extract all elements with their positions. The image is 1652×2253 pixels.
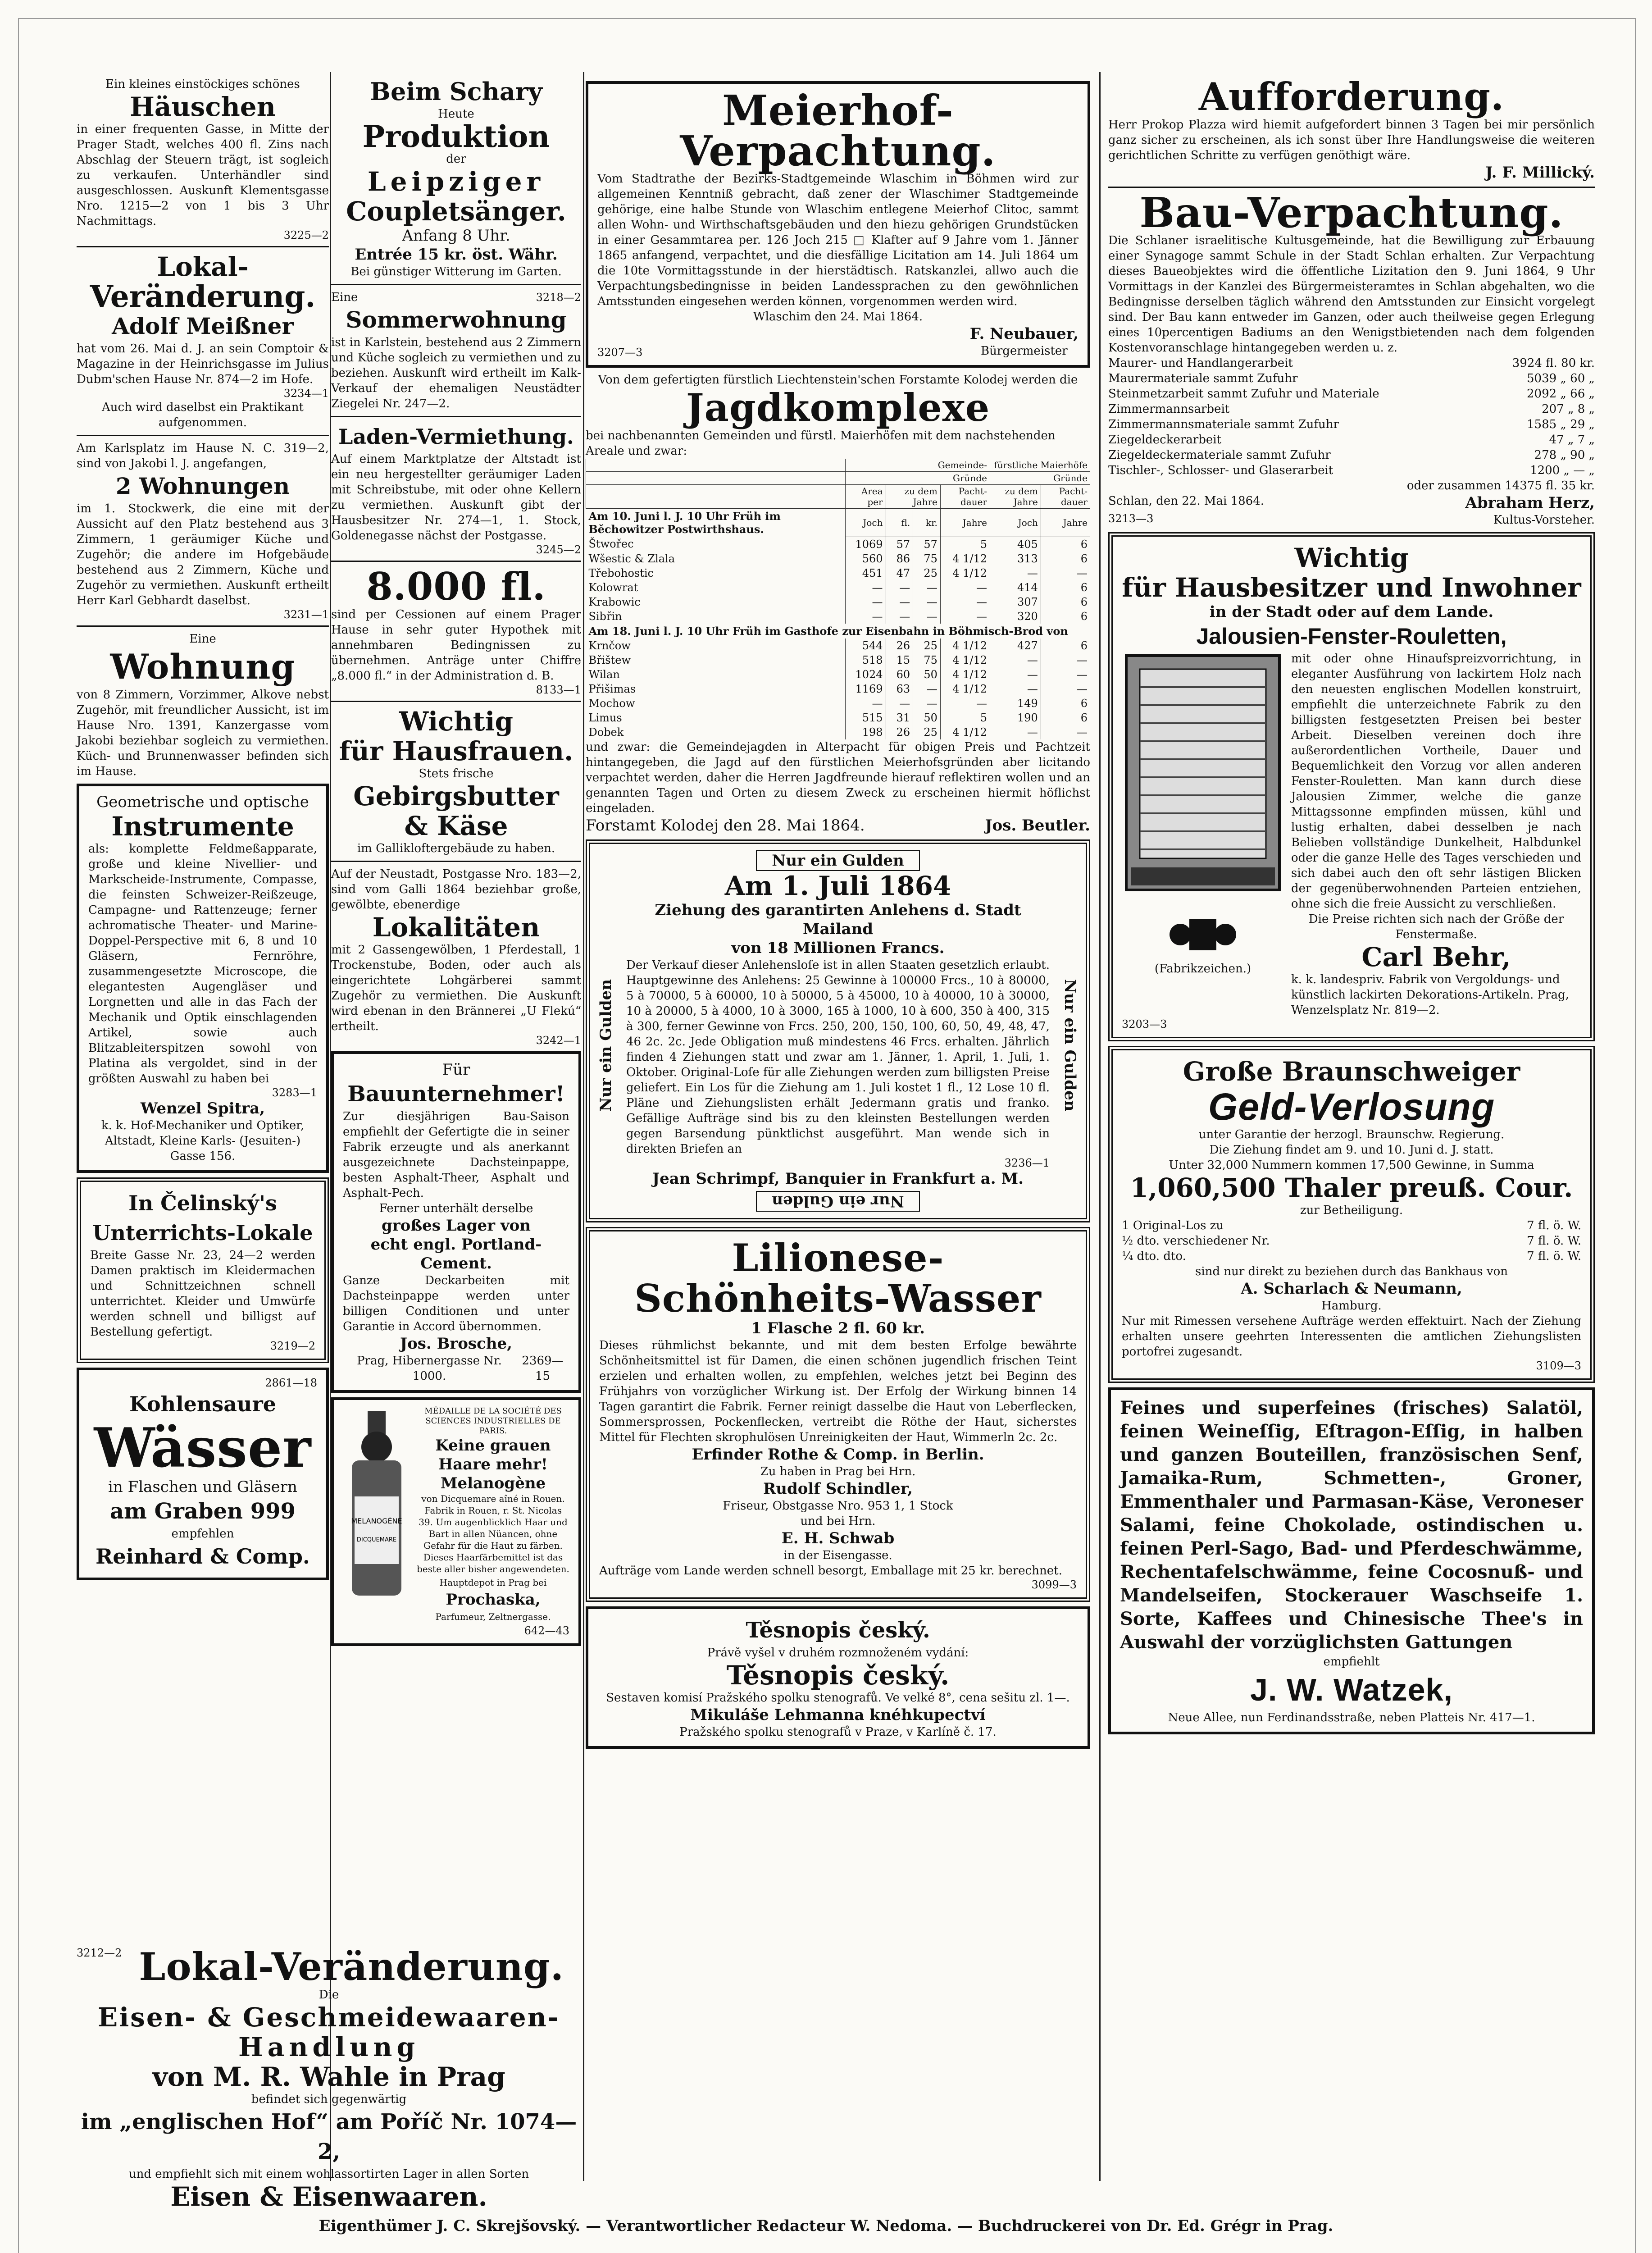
ad-tesnopis: Těsnopis český. Právě vyšel v druhém rozmnoženém vydání: Těsnopis český. Sestaven komisí Pražského spolku stenografů. Ve velké 8°, cena sešitu zl. 1—. Mikuláše Lehmanna knéhkupectví Pražského spolku stenografů v Praze, v Karlíně č. 17. xyxy=(586,1606,1090,1749)
column-4 xyxy=(1108,74,1595,1739)
jagd-table-row: Wšestic & Zlala 560 86 75 4 1/12 313 6 xyxy=(586,552,1091,566)
jagd-table-row: Dobek 198 26 25 4 1/12 — — xyxy=(586,725,1091,739)
ad-haeuschen: Ein kleines einstöckiges schönes Häuschen in einer frequenten Gasse, in Mitte der Prager Stadt, welches 400 fl. Zins nach Abschlag der Steuern trägt, ist sogleich zu verkaufen. Unterhändler sind ausgeschlossen. Auskunft Klementsgasse Nro. 1215—2 von 1 bis 3 Uhr Nachmittags. 3225—2 xyxy=(77,78,329,242)
ad-8000-fl: 8.000 fl. sind per Cessionen auf einem Prager Hause in sehr guter Hypothek mit annehmbaren Bedingnissen zu übernehmen. Anträge unter Chiffre „8.000 fl.“ in der Administration d. B. 8133—1 xyxy=(331,564,581,696)
jagd-table-row: Břištew 518 15 75 4 1/12 — — xyxy=(586,653,1091,667)
ad-schary: Beim Schary Heute Produktion der Leipziger Coupletsänger. Anfang 8 Uhr. Entrée 15 kr. öst. Währ. Bei günstiger Witterung im Garten. xyxy=(346,77,566,278)
ad-karlsplatz: Am Karlsplatz im Hause N. C. 319—2, sind von Jakobi l. J. angefangen, 2 Wohnungen im 1. Stockwerk, die eine mit der Aussicht auf den Platz bestehend aus 3 Zimmern, 1 geräumiger Küche und Zugehör; die andere im Hofgebäude bestehend aus 2 Zimmern, Küche und Zugehör zu vermiethen. Auskunft ertheilt Herr Karl Gebhardt daselbst. 3231—1 xyxy=(77,442,329,621)
ad-wohnung: Eine Wohnung von 8 Zimmern, Vorzimmer, Alkove nebst Zugehör, mit freundlicher Aussicht, ist im Hause Nro. 1391, Kanzergasse vom Jakobi beziehbar sogleich zu vermiethen. Küch- und Brunnenwasser befinden sich im Hause. xyxy=(77,632,329,778)
jagd-table-row: Limus 515 31 50 5 190 6 xyxy=(586,711,1091,725)
ad-braunschweiger: Große Braunschweiger Geld-Verlosung unter Garantie der herzogl. Braunschw. Regierung. Die Ziehung findet am 9. und 10. Juni d. J. statt. Unter 32,000 Nummern kommen 17,500 Gewinne, in Summa 1,060,500 Thaler preuß. Cour. zur Betheiligung. 1 Original-Los zu 7 fl. ö. W. ½ dto. verschiedener Nr. 7 fl. ö. W. ¼ dto. dto. 7 fl. ö. W. sind nur direkt zu beziehen durch das Bankhaus von A. Scharlach & Neumann, Hamburg. Nur mit Rimessen versehene Aufträge werden effektuirt. Nach der Ziehung erhalten unsere geehrten Interessenten die amtlichen Ziehungslisten portofrei zugesandt. 3109—3 xyxy=(1108,1046,1595,1383)
cost-item: Maurermateriale sammt Zufuhr 5039 „ 60 „ xyxy=(1108,372,1595,385)
cost-item: Maurer- und Handlangerarbeit 3924 fl. 80 kr. xyxy=(1108,356,1595,370)
column-3 xyxy=(586,77,1090,1753)
ad-lokal-veraenderung: Lokal- Veränderung. Adolf Meißner hat vom 26. Mai d. J. an sein Comptoir & Magazine in der Heinrichsgasse im Julius Dubm'schen Hause Nr. 874—2 im Hofe. 3234—1 Auch wird daselbst ein Praktikant aufgenommen. xyxy=(77,251,329,429)
ad-instrumente: Geometrische und optische Instrumente als: komplette Feldmeßapparate, große und kleine Nivellier- und Markscheide-Instrumente, Compasse, die feinsten Schweizer-Reißzeuge, Campagne- und Rattenzeuge; ferner achromatische Theater- und Marine-Doppel-Perspective mit 6, 8 und 10 Gläsern, Fernröhre, zusammengesetzte Microscope, die elegantesten Augengläser und Lorgnetten und alle in das Fach der Mechanik und Optik einschlagenden Artikel, sowie auch Blitzableiterspitzen sowohl von Platina als vergoldet, sind in der größten Auswahl zu haben bei 3283—1 Wenzel Spitra, k. k. Hof-Mechaniker und Optiker, Altstadt, Kleine Karls- (Jesuiten-) Gasse 156. xyxy=(77,784,329,1173)
jalousie-image: (Fabrikzeichen.) xyxy=(1122,651,1284,1018)
jagd-table-row: Kolowrat — — — — 414 6 xyxy=(586,580,1091,595)
jagd-table-row: Štwořec 1069 57 57 5 405 6 xyxy=(586,537,1091,552)
ad-wahle: 3212—2 Lokal-Veränderung. Die Eisen- & Geschmeidewaaren- Handlung von M. R. Wahle in Prag befindet sich gegenwärtig im „englischen Hof“ am Poříč Nr. 1074—2, und empfiehlt sich mit einem wohlassortirten Lager in allen Sorten Eisen & Eisenwaaren. xyxy=(77,1944,577,2212)
ad-lilionese: Lilionese- Schönheits-Wasser 1 Flasche 2 fl. 60 kr. Dieses rühmlichst bekannte, und mit dem besten Erfolge bewährte Schönheitsmittel ist für Damen, die einen schönen jugendlich frischen Teint erzielen und erhalten wollen, zu empfehlen, welches jetzt bei Beginn des Frühjahrs von vorzüglicher Wirkung ist. Der Erfolg der Wirkung binnen 14 Tagen garantirt die Fabrik. Ferner reinigt dasselbe die Haut von Leberflecken, Sommersprossen, Pockenflecken, vertreibt die Röthe der Haut, sicherstes Mittel für Flechten skrophulösen Unreinigkeiten der Haut, Wimmerln 2c. 2c. Erfinder Rothe & Comp. in Berlin. Zu haben in Prag bei Hrn. Rudolf Schindler, Friseur, Obstgasse Nro. 953 1, 1 Stock und bei Hrn. E. H. Schwab in der Eisengasse. Aufträge vom Lande werden schnell besorgt, Emballage mit 25 kr. berechnet. 3099—3 xyxy=(586,1227,1090,1602)
melanogene-bottle-image xyxy=(343,1406,410,1637)
svg-text:DICQUEMARE: DICQUEMARE xyxy=(356,1537,397,1543)
lot-price-line: ¼ dto. dto. 7 fl. ö. W. xyxy=(1122,1250,1581,1263)
cost-item: Ziegeldeckermateriale sammt Zufuhr 278 „ 90 „ xyxy=(1108,448,1595,462)
ad-bauunternehmer: Für Bauunternehmer! Zur diesjährigen Bau-Saison empfiehlt der Gefertigte die in seiner Fabrik erzeugte und als anerkannt ausgezeichnete Dachsteinpappe, besten Asphalt-Theer, Asphalt und Asphalt-Pech. Ferner unterhält derselbe großes Lager von echt engl. Portland-Cement. Ganze Deckarbeiten mit Dachsteinpappe werden unter billigen Conditionen und unter Garantie in Accord übernommen. Jos. Brosche, Prag, Hibernergasse Nr. 1000. 2369—15 xyxy=(331,1051,581,1393)
jagd-table-row: Přišimas 1169 63 — 4 1/12 — — xyxy=(586,682,1091,696)
ad-watzek: Feines und superfeines (frisches) Salatöl, feinen Weineſſig, Eſtragon-Eſſig, in halben und ganzen Bouteillen, französischen Senf, Jamaika-Rum, Schmetten-, Groner, Emmenthaler und Parmasan-Käse, Veroneser Salami, feine Chokolade, ostindischen u. feinen Perl-Sago, Bad- und Pferdeschwämme, Rechentafelschwämme, feine Cocosnuß- und Mandelseifen, Stockerauer Waschseife 1. Sorte, Kaffees und Chinesische Thee's in Auswahl der vorzüglichsten Gattungen empfiehlt J. W. Watzek, Neue Allee, nun Ferdinandsstraße, neben Platteis Nr. 417—1. xyxy=(1108,1387,1595,1734)
column-rule xyxy=(583,72,584,2181)
ad-jalousien: Wichtig für Hausbesitzer und Inwohner in der Stadt oder auf dem Lande. Jalousien-Fenster-Rouletten, (Fabrikzeichen.) mit oder ohne Hinaufspreizvorrichtung, in eleganter Ausführung von lackirtem Holz nach den neuesten englischen Modellen konstruirt, empfiehlt die unterzeichnete Fabrik zu den billigsten festgesetzten Preisen bei bester Arbeit. Dieselben vereinen doch ihre außerordentlichen Vortheile, Dauer und Bequemlichkeit den Vorzug vor allen anderen Fenster-Rouletten. Man kann durch diese Jalousien Zimmer, welche die ganze Mittagssonne empfinden müssen, kühl und lustig erhalten, dabei desselben je nach Belieben vollständige Dunkelheit, Halbdunkel oder die ganze Helle des Tages verschieden und sich dabei auch den oft sehr lästigen Blicken der gegenüberwohnenden Parteien entziehen, ohne sich die freie Aussicht zu verschließen. Die Preise richten sich nach der Größe der Fenstermaße. Carl Behr, k. k. landespriv. Fabrik von Vergoldungs- und künstlich lackirten Dekorations-Artikeln. Prag, Wenzelsplatz Nr. 819—2. 3203—3 xyxy=(1108,532,1595,1041)
fabrikzeichen-icon xyxy=(1122,910,1284,961)
column-2 xyxy=(331,77,581,1651)
column-rule xyxy=(1099,72,1101,2181)
ad-lokalitaeten: Auf der Neustadt, Postgasse Nro. 183—2, sind vom Galli 1864 beziehbar große, gewölbte, ebenerdige Lokalitäten mit 2 Gassengewölben, 1 Pferdestall, 1 Trockenstube, Boden, oder auch als eingerichtete Lohgärberei sammt Zugehör zu vermiethen. Die Auskunft wird ebenan in den Brännerei „U Flekú“ ertheilt. 3242—1 xyxy=(331,867,581,1047)
ad-nur-ein-gulden: Nur ein Gulden Am 1. Juli 1864 Ziehung des garantirten Anlehens d. Stadt Mailand von 18 Millionen Francs. Der Verkauf dieser Anlehensloſe ist in allen Staaten gesetzlich erlaubt. Hauptgewinne des Anlehens: 25 Gewinne à 100000 Frcs., 10 à 80000, 5 à 70000, 5 à 60000, 10 à 50000, 5 à 45000, 10 à 40000, 10 à 30000, 10 à 20000, 5 à 4000, 10 à 3000, 165 à 1000, 10 à 600, 350 à 400, 315 à 300, ferner Gewinne von Frcs. 250, 200, 150, 100, 60, 50, 49, 48, 47, 46 2c. 2c. Jede Obligation muß mindestens 46 Frcs. erhalten. Jährlich finden 4 Ziehungen statt und zwar am 1. Jänner, 1. April, 1. Juli, 1. Oktober. Original-Loſe für alle Ziehungen werden zum billigsten Preise geliefert. Ein Los für die Ziehung am 1. Juli kostet 1 fl., 12 Lose 10 fl. Pläne und Ziehungslisten erhält Jedermann gratis und franko. Gefällige Aufträge sind bis zu den kleinsten Bestellungen werden gegen Barsendung pünktlichst ausgeführt. Man wende sich in direkten Briefen an 3236—1 Jean Schrimpf, Banquier in Frankfurt a. M. Nur ein Gulden Nur ein Gulden Nur ein Gulden xyxy=(586,839,1090,1222)
ad-sommerwohnung: Eine 3218—2 Sommerwohnung ist in Karlstein, bestehend aus 2 Zimmern und Küche sogleich zu vermiethen und zu beziehen. Auskunft wird ertheilt im Kalk-Verkauf der ehemaligen Neustädter Ziegelei Nr. 247—2. xyxy=(331,291,581,410)
cost-item: Zimmermannsmateriale sammt Zufuhr 1585 „ 29 „ xyxy=(1108,418,1595,431)
ad-hausfrauen: Wichtig für Hausfrauen. Stets frische Gebirgsbutter & Käse im Gallikloftergebäude zu haben. xyxy=(339,706,573,855)
column-1 xyxy=(77,77,329,1585)
jagd-table-row: Třebohostic 451 47 25 4 1/12 — — xyxy=(586,566,1091,580)
ad-laden-vermiethung: Laden-Vermiethung. Auf einem Marktplatze der Altstadt ist ein neu hergestellter geräumiger Laden mit Schreibstube, mit oder ohne Kellern zu vermiethen. Auskunft gibt der Hausbesitzer Nr. 274—1, 1. Stock, Goldenegasse nächst der Postgasse. 3245—2 xyxy=(331,424,581,556)
cost-item: Zimmermannsarbeit 207 „ 8 „ xyxy=(1108,402,1595,416)
ad-jagdkomplexe: Von dem gefertigten fürstlich Liechtenstein'schen Forstamte Kolodej werden die Jagdkomplexe bei nachbenannten Gemeinden und fürstl. Maierhöfen mit dem nachstehenden Areale und zwar: Gemeinde- fürstliche Maierhöfe Gründe Gründe Area per zu dem Jahre Pacht-dauer zu dem Jahre Pacht-dauer Am 10. Juni l. J. 10 Uhr Früh im Běchowitzer Postwirthshaus. Joch fl. kr. Jahre Joch Jahre Štwořec 1069 57 57 5 405 6 Wšestic & Zlala 560 86 75 4 1/12 313 6 Třebohostic 451 47 25 4 1/12 — — Kolowrat — — — — 414 6 Krabowic — — — — 307 6 Sibřin — — — — 320 6 Am 18. Juni l. J. 10 Uhr Früh im Gasthofe zur Eisenbahn in Böhmisch-Brod von Krnčow 544 26 25 4 1/12 427 6 Břištew 518 15 75 4 1/12 — — Wilan 1024 60 50 4 1/12 — — Přišimas 1169 63 — 4 1/12 — — Mochow — — — — 149 6 Limus 515 31 50 5 190 6 Dobek 198 26 25 4 1/12 — — und zwar: die Gemeindejagden in Alterpacht für obigen Preis und Pachtzeit hintangegeben, die Jagd auf den fürstlichen Meierhofsgründen aber licitando verpachtet werden, daher die Herren Jagdfreunde hierauf reflektiren wollen und an genannten Tagen und Orten zu diesem Zweck zu erscheinen hiermit höflichst eingeladen. Forstamt Kolodej den 28. Mai 1864. Jos. Beutler. xyxy=(586,373,1090,835)
cost-item: Ziegeldeckerarbeit 47 „ 7 „ xyxy=(1108,433,1595,447)
imprint-footer: Eigenthümer J. C. Skrejšovský. — Verantwortlicher Redacteur W. Nedoma. — Buchdruckerei von Dr. Ed. Grégr in Prag. xyxy=(319,2217,1333,2235)
jagd-table-row: Mochow — — — — 149 6 xyxy=(586,696,1091,711)
cost-item: Tischler-, Schlosser- und Glaserarbeit 1200 „ — „ xyxy=(1108,464,1595,477)
ad-meierhof: Meierhof-Verpachtung. Vom Stadtrathe der Bezirks-Stadtgemeinde Wlaschim in Böhmen wird zur allgemeinen Kenntniß gebracht, daß zener der Wlaschimer Stadtgemeinde gehörige, eine halbe Stunde von Wlaschim entlegene Meierhof Clitoc, sammt allen Wohn- und Wirthschaftsgebäuden und den hiezu gehörigen Grundstücken in einer Gesammtarea per. 126 Joch 215 □ Klafter auf 9 Jahre vom 1. Jänner 1865 anfangend, verpachtet, und die diesfällige Licitation am 14. Juli 1864 um die 10te Vormittagsstunde in der hierstädtisch. Ratskanzlei, allwo auch die Verpachtungsbedingnisse in beiden Landessprachen zu den gewöhnlichen Amtsstunden eingesehen werden können, vorgenommen werden wird. Wlaschim den 24. Mai 1864. 3207—3 F. Neubauer, Bürgermeister xyxy=(586,81,1090,368)
ad-kohlensaure-waesser: 2861—18 Kohlensaure Wässer in Flaschen und Gläsern am Graben 999 empfehlen Reinhard & Comp. xyxy=(77,1368,329,1580)
cost-item: Steinmetzarbeit sammt Zufuhr und Materiale 2092 „ 66 „ xyxy=(1108,387,1595,401)
svg-text:MELANOGÈNE: MELANOGÈNE xyxy=(351,1517,402,1525)
lot-price-line: ½ dto. verschiedener Nr. 7 fl. ö. W. xyxy=(1122,1234,1581,1248)
ad-bau-verpachtung: Bau-Verpachtung. Die Schlaner israelitische Kultusgemeinde, hat die Bewilligung zur Erbauung einer Synagoge sammt Schule in der Stadt Schlan erhalten. Zur Verpachtung dieses Baueobjektes wird die öffentliche Lizitation den 9. Juni 1864, 9 Uhr Vormittags in der Kanzlei des Bürgermeisteramtes in Schlan abgehalten, wo die Bedingnisse derselben täglich während den Amtsstunden zur Einsicht vorgelegt sind. Der Bau kann entweder im Ganzen, oder auch theilweise gegen Erlegung eines 10percentigen Badiums an den Wenigstbietenden nach dem folgenden Kostenvoranschlage hintangegeben werden u. z. Maurer- und Handlangerarbeit 3924 fl. 80 kr. Maurermateriale sammt Zufuhr 5039 „ 60 „ Steinmetzarbeit sammt Zufuhr und Materiale 2092 „ 66 „ Zimmermannsarbeit 207 „ 8 „ Zimmermannsmateriale sammt Zufuhr 1585 „ 29 „ Ziegeldeckerarbeit 47 „ 7 „ Ziegeldeckermateriale sammt Zufuhr 278 „ 90 „ Tischler-, Schlosser- und Glaserarbeit 1200 „ — „ oder zusammen 14375 fl. 35 kr. Schlan, den 22. Mai 1864. Abraham Herz, 3213—3 Kultus-Vorsteher. xyxy=(1108,188,1595,527)
jagd-table-row: Wilan 1024 60 50 4 1/12 — — xyxy=(586,667,1091,682)
lot-price-line: 1 Original-Los zu 7 fl. ö. W. xyxy=(1122,1219,1581,1232)
jagd-table-row: Krnčow 544 26 25 4 1/12 427 6 xyxy=(586,639,1091,653)
jagd-table-row: Sibřin — — — — 320 6 xyxy=(586,609,1091,624)
jagd-table-row: Krabowic — — — — 307 6 xyxy=(586,595,1091,609)
jagd-table: Gemeinde- fürstliche Maierhöfe Gründe Gründe Area per zu dem Jahre Pacht-dauer zu dem Jahre Pacht-dauer Am 10. Juni l. J. 10 Uhr Früh im Běchowitzer Postwirthshaus. Joch fl. kr. Jahre Joch Jahre Štwořec 1069 57 57 5 405 6 Wšestic & Zlala 560 86 75 4 1/12 313 6 Třebohostic 451 47 25 4 1/12 — — Kolowrat — — — — 414 6 Krabowic — — — — 307 6 Sibřin — — — — 320 6 Am 18. Juni l. J. 10 Uhr Früh im Gasthofe zur Eisenbahn in Böhmisch-Brod von Krnčow 544 26 25 4 1/12 427 6 Břištew 518 15 75 4 1/12 — — Wilan 1024 60 50 4 1/12 — — Přišimas 1169 63 — 4 1/12 — — Mochow — — — — 149 6 Limus 515 31 50 5 190 6 Dobek 198 26 25 4 1/12 — — xyxy=(586,459,1090,739)
ad-aufforderung: Aufforderung. Herr Prokop Plazza wird hiemit aufgefordert binnen 3 Tagen bei mir persönlich ganz sicher zu erscheinen, als ich sonst über Ihre Handlungsweise die weiteren gerichtlichen Schritte zu verfügen genöthigt wäre. J. F. Millický. xyxy=(1108,74,1595,182)
ad-celinsky: In Čelinský's Unterrichts-Lokale Breite Gasse Nr. 23, 24—2 werden Damen praktisch im Kleidermachen und Schnittzeichnen schnell unterrichtet. Kleider und Umwürfe werden schnell und billigst auf Bestellung gefertigt. 3219—2 xyxy=(77,1177,329,1363)
ad-melanogene: MELANOGÈNE DICQUEMARE MÉDAILLE DE LA SOCIÉTÉ DES SCIENCES INDUSTRIELLES DE PARIS. Keine grauen Haare mehr! Melanogène von Dicquemare aîné in Rouen. Fabrik in Rouen, r. St. Nicolas 39. Um augenblicklich Haar und Bart in allen Nüancen, ohne Gefahr für die Haut zu färben. Dieses Haarfärbemittel ist das beste aller bisher angewendeten. Hauptdepot in Prag bei Prochaska, Parfumeur, Zeltnergasse. 642—43 xyxy=(331,1397,581,1646)
